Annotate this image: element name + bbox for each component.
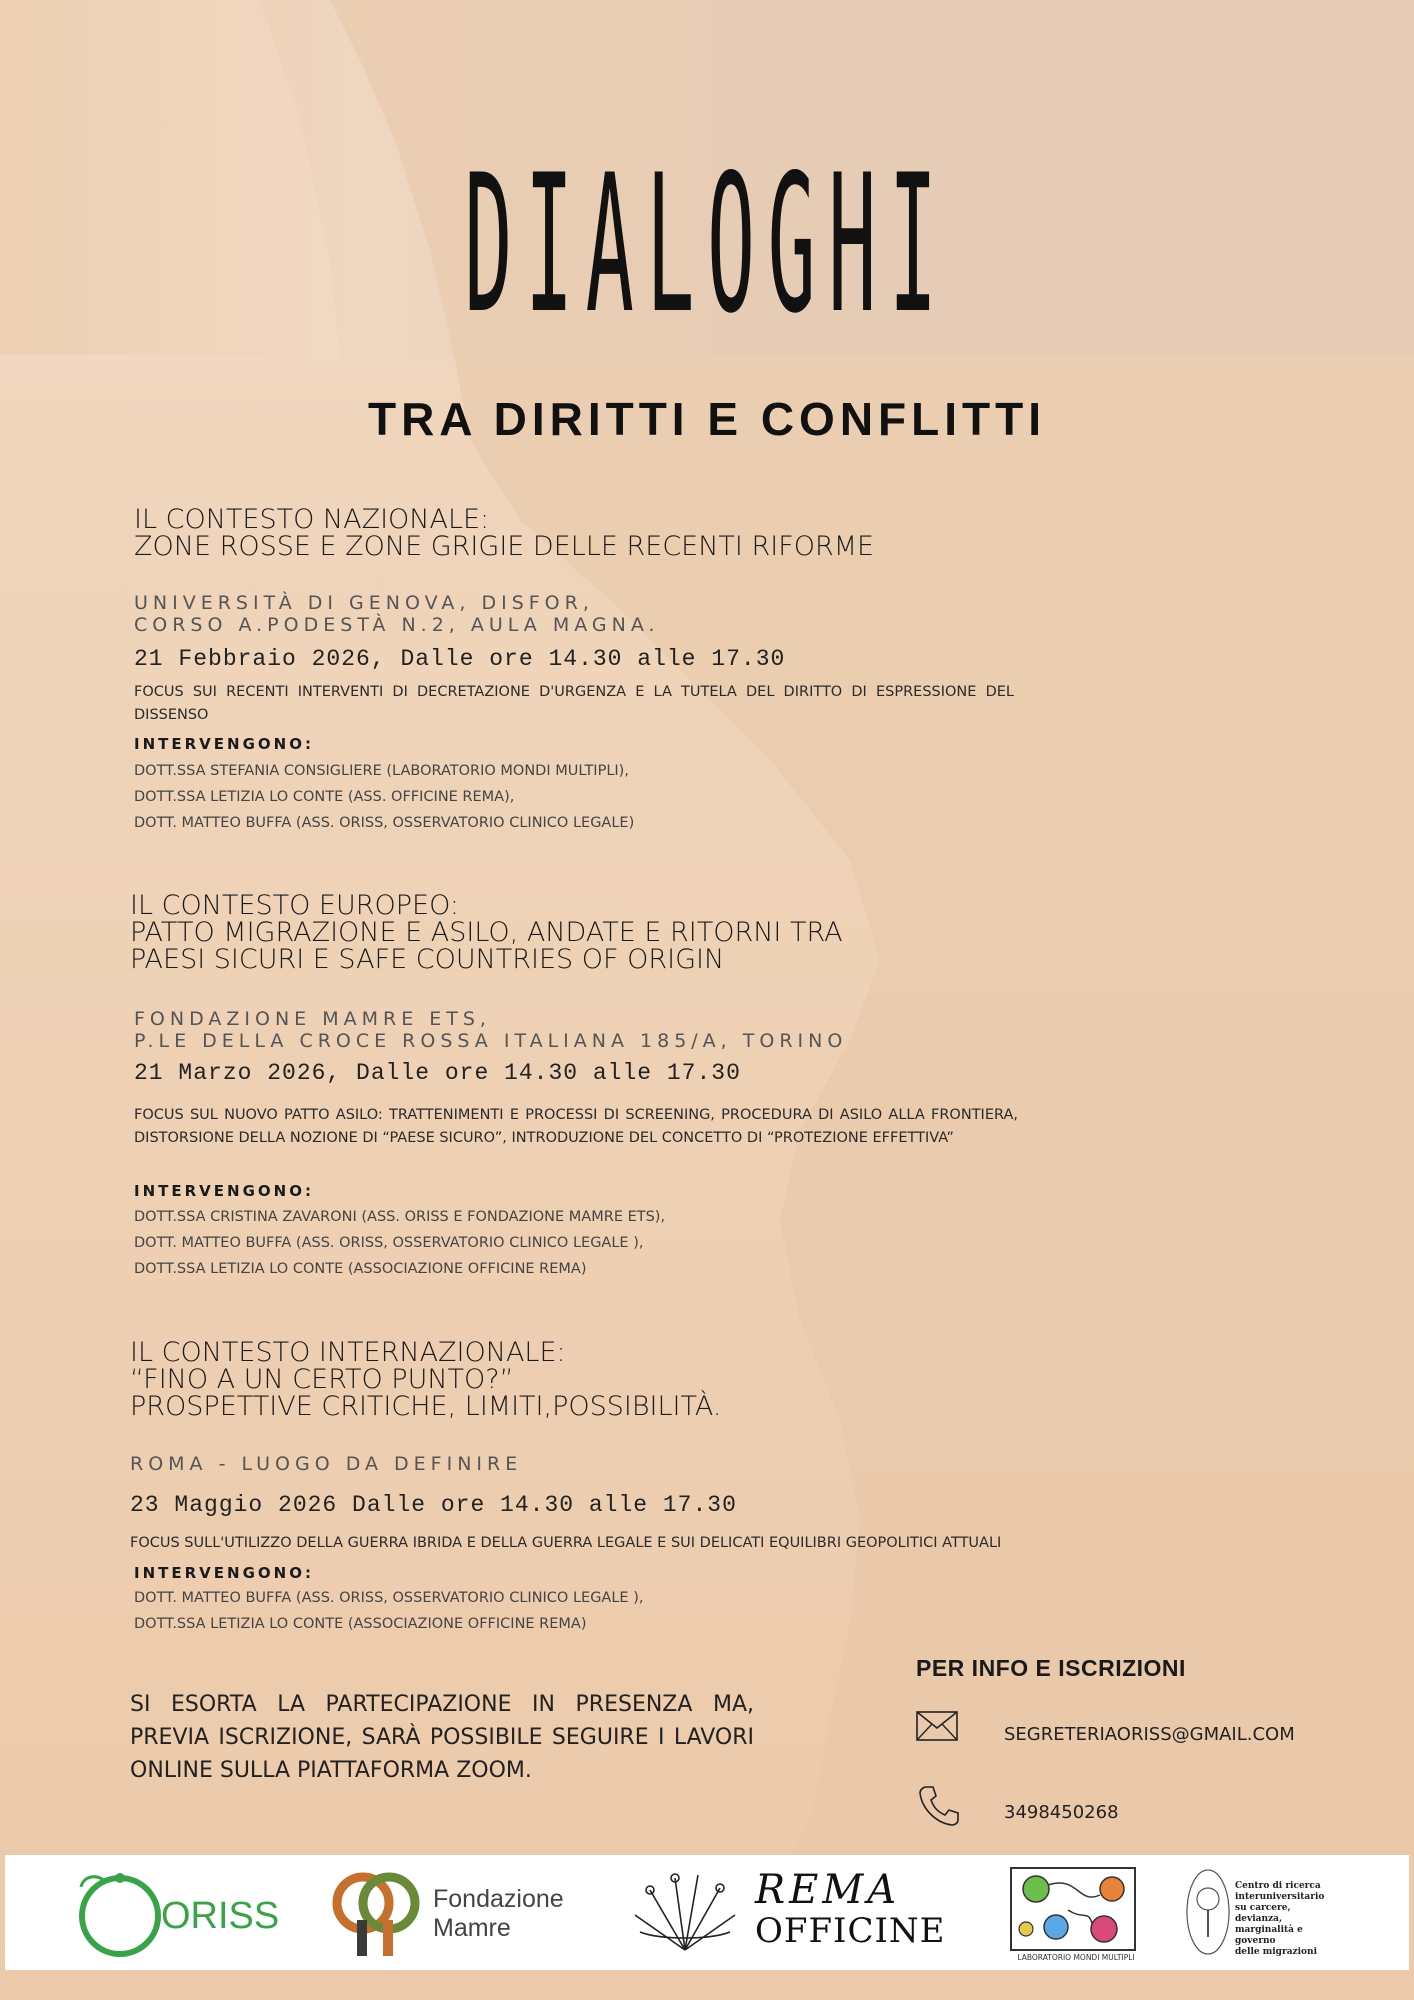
speaker-item: DOTT.SSA LETIZIA LO CONTE (ASS. OFFICINE REMA),: [134, 789, 515, 805]
email-link[interactable]: SEGRETERIAORISS@GMAIL.COM: [1004, 1724, 1295, 1745]
mamre-tree-icon: [331, 1865, 421, 1960]
phone-icon: [918, 1784, 960, 1826]
section-2-date: 21 Marzo 2026, Dalle ore 14.30 alle 17.30: [134, 1060, 741, 1086]
envelope-icon: [916, 1711, 958, 1741]
centro-ricerca-logo: Centro di ricerca interuniversitario su carcere, devianza, marginalità e governo delle migrazioni: [1185, 1863, 1325, 1963]
section-2-focus: FOCUS SUL NUOVO PATTO ASILO: TRATTENIMENTI E PROCESSI DI SCREENING, PROCEDURA DI ASILO ALLA FRONTIERA, DISTORSIONE DELLA NOZIONE DI “PAESE SICURO”, INTRODUZIONE DEL CONCETTO DI “PROTEZIONE EFFETTIVA”: [134, 1107, 1018, 1146]
speaker-item: DOTT.SSA LETIZIA LO CONTE (ASSOCIAZIONE OFFICINE REMA): [134, 1616, 587, 1632]
section-1-venue: UNIVERSITÀ DI GENOVA, DISFOR, CORSO A.PODESTÀ N.2, AULA MAGNA.: [134, 592, 660, 636]
info-heading: PER INFO E ISCRIZIONI: [916, 1655, 1186, 1681]
phone-number[interactable]: 3498450268: [1004, 1802, 1119, 1823]
poster-subtitle: TRA DIRITTI E CONFLITTI: [367, 393, 1046, 445]
poster-title: DIALOGHI: [464, 134, 950, 355]
section-1-focus: FOCUS SUI RECENTI INTERVENTI DI DECRETAZIONE D'URGENZA E LA TUTELA DEL DIRITTO DI ESPRESSIONE DEL DISSENSO: [134, 684, 1014, 723]
section-3-speakers: [134, 1585, 643, 1637]
oriss-logo: ORISS: [75, 1869, 295, 1959]
section-2-venue: FONDAZIONE MAMRE ETS, P.LE DELLA CROCE ROSSA ITALIANA 185/A, TORINO: [134, 1008, 848, 1052]
oriss-ring-icon: [75, 1869, 165, 1959]
section-3-venue: ROMA - LUOGO DA DEFINIRE: [130, 1453, 523, 1475]
section-1-heading: IL CONTESTO NAZIONALE: ZONE ROSSE E ZONE GRIGIE DELLE RECENTI RIFORME: [134, 504, 875, 562]
section-2-heading: IL CONTESTO EUROPEO: PATTO MIGRAZIONE E ASILO, ANDATE E RITORNI TRA PAESI SICURI E SAFE COUNTRIES OF ORIGIN: [130, 890, 843, 975]
speaker-item: DOTT. MATTEO BUFFA (ASS. ORISS, OSSERVATORIO CLINICO LEGALE ),: [134, 1235, 644, 1251]
section-3-heading: IL CONTESTO INTERNAZIONALE: “FINO A UN CERTO PUNTO?” PROSPETTIVE CRITICHE, LIMITI,POSSIBILITÀ.: [130, 1337, 722, 1422]
speaker-item: DOTT. MATTEO BUFFA (ASS. ORISS, OSSERVATORIO CLINICO LEGALE): [134, 815, 635, 831]
speaker-item: DOTT. MATTEO BUFFA (ASS. ORISS, OSSERVATORIO CLINICO LEGALE ),: [134, 1590, 644, 1606]
section-3-date: 23 Maggio 2026 Dalle ore 14.30 alle 17.30: [130, 1492, 737, 1518]
participation-note: SI ESORTA LA PARTECIPAZIONE IN PRESENZA MA, PREVIA ISCRIZIONE, SARÀ POSSIBILE SEGUIRE I LAVORI ONLINE SULLA PIATTAFORMA ZOOM.: [130, 1692, 754, 1783]
section-1-date: 21 Febbraio 2026, Dalle ore 14.30 alle 17.30: [134, 646, 786, 672]
section-1-speakers-label: INTERVENGONO:: [134, 735, 314, 753]
section-3-speakers-label: INTERVENGONO:: [134, 1564, 314, 1582]
speaker-item: DOTT.SSA LETIZIA LO CONTE (ASSOCIAZIONE OFFICINE REMA): [134, 1261, 587, 1277]
section-3-focus: FOCUS SULL'UTILIZZO DELLA GUERRA IBRIDA E DELLA GUERRA LEGALE E SUI DELICATI EQUILIBRI GEOPOLITICI ATTUALI: [130, 1535, 1002, 1551]
rema-tools-icon: [630, 1870, 740, 1955]
mamre-logo: Fondazione Mamre: [331, 1865, 611, 1960]
logo-bar: [5, 1855, 1409, 1970]
section-2-speakers-label: INTERVENGONO:: [134, 1182, 314, 1200]
speaker-item: DOTT.SSA STEFANIA CONSIGLIERE (LABORATORIO MONDI MULTIPLI),: [134, 763, 629, 779]
tree-seal-icon: [1185, 1867, 1231, 1957]
section-2-speakers: [134, 1204, 665, 1282]
mondi-multipli-logo: LABORATORIO MONDI MULTIPLI: [1008, 1865, 1138, 1965]
speaker-item: DOTT.SSA CRISTINA ZAVARONI (ASS. ORISS E FONDAZIONE MAMRE ETS),: [134, 1209, 666, 1225]
section-1-speakers: [134, 758, 634, 836]
rema-officine-logo: REMA OFFICINE: [630, 1865, 940, 1960]
mondi-multipli-icon: [1008, 1865, 1138, 1953]
